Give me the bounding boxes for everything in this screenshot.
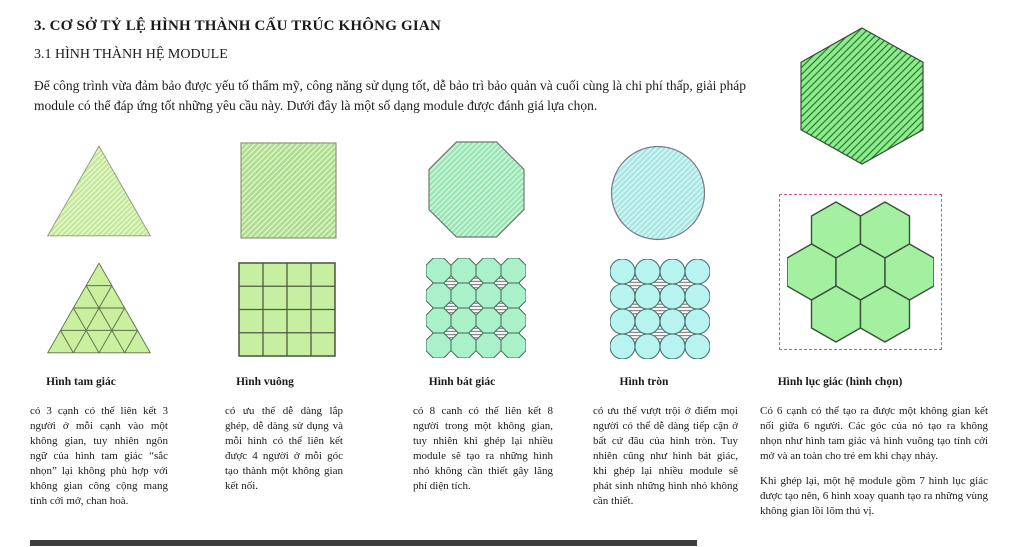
octagon-grid-shape: [426, 258, 526, 358]
square-grid-shape: [238, 262, 336, 357]
subsection-title: 3.1 HÌNH THÀNH HỆ MODULE: [34, 47, 228, 62]
hexagon-shape: [800, 27, 924, 165]
hexagon-cluster-shape: [787, 201, 934, 343]
description-square: [225, 404, 343, 504]
description-text: Khi ghép lại, một hệ module gồm 7 hình lục giác được tạo nên, 6 hình xoay quanh tạo ra những vùng không gian lồi lõm thú vị.: [760, 475, 988, 517]
circle-shape: [610, 145, 706, 241]
description-circle: [593, 404, 738, 519]
intro-paragraph: Để công trình vừa đảm bảo được yếu tố thẩm mỹ, công năng sử dụng tốt, dễ bảo trì bảo quản và cuối cùng là chi phí thấp, giải pháp module có thể đáp ứng tốt những yêu cầu này. Dưới đây là một số dạng module được đánh giá lựa chọn.: [34, 78, 746, 113]
description-octagon: [413, 404, 553, 504]
description-text: có ưu thế dễ dàng lắp ghép, dễ dàng sử dụng và mỗi hình có thể liên kết được 4 người ở mỗi góc tạo thành một không gian kết nối.: [225, 405, 343, 492]
description-hexagon: [760, 404, 988, 529]
label-square: Hình vuông: [236, 376, 294, 388]
description-text: có 3 cạnh có thể liên kết 3 người ở mỗi cạnh vào một không gian, tuy nhiên ngôn ngữ của hình tam giác “sắc nhọn” lại không phù hợp với không gian công cộng mang tính cởi mở, chan hoà.: [30, 405, 168, 507]
label-hexagon: Hình lục giác (hình chọn): [777, 376, 903, 388]
description-text: có ưu thế vượt trội ở điểm mọi người có thể dễ dàng tiếp cận ở bất cứ đâu của hình tròn. Tuy nhiên cũng như hình bát giác, khi ghép lại nhiều module sẽ phát sinh những hình nhỏ không cần thiết.: [593, 405, 738, 507]
circle-grid-shape: [610, 259, 710, 359]
label-circle: Hình tròn: [619, 376, 669, 388]
description-text: Có 6 cạnh có thể tạo ra được một không gian kết nối giữa 6 người. Các góc của nó tạo ra không nhọn như hình tam giác và hình vuông tạo tính cởi mở và an toàn cho trẻ em khi chạy nhảy.: [760, 405, 988, 462]
octagon-shape: [428, 141, 525, 238]
label-octagon: Hình bát giác: [428, 376, 496, 388]
triangle-shape: [43, 142, 155, 240]
description-text: có 8 canh có thể liên kết 8 người trong một không gian, tuy nhiên khi ghép lại nhiều module sẽ tạo ra những hình nhỏ không cần thiết gây lãng phí diện tích.: [413, 405, 553, 492]
description-triangle: [30, 404, 168, 519]
triangle-grid-shape: [43, 259, 155, 357]
label-triangle: Hình tam giác: [46, 376, 116, 388]
page-break-bar: [30, 540, 697, 546]
square-shape: [240, 142, 337, 239]
section-title: 3. CƠ SỞ TỶ LỆ HÌNH THÀNH CẤU TRÚC KHÔNG GIAN: [34, 18, 441, 34]
